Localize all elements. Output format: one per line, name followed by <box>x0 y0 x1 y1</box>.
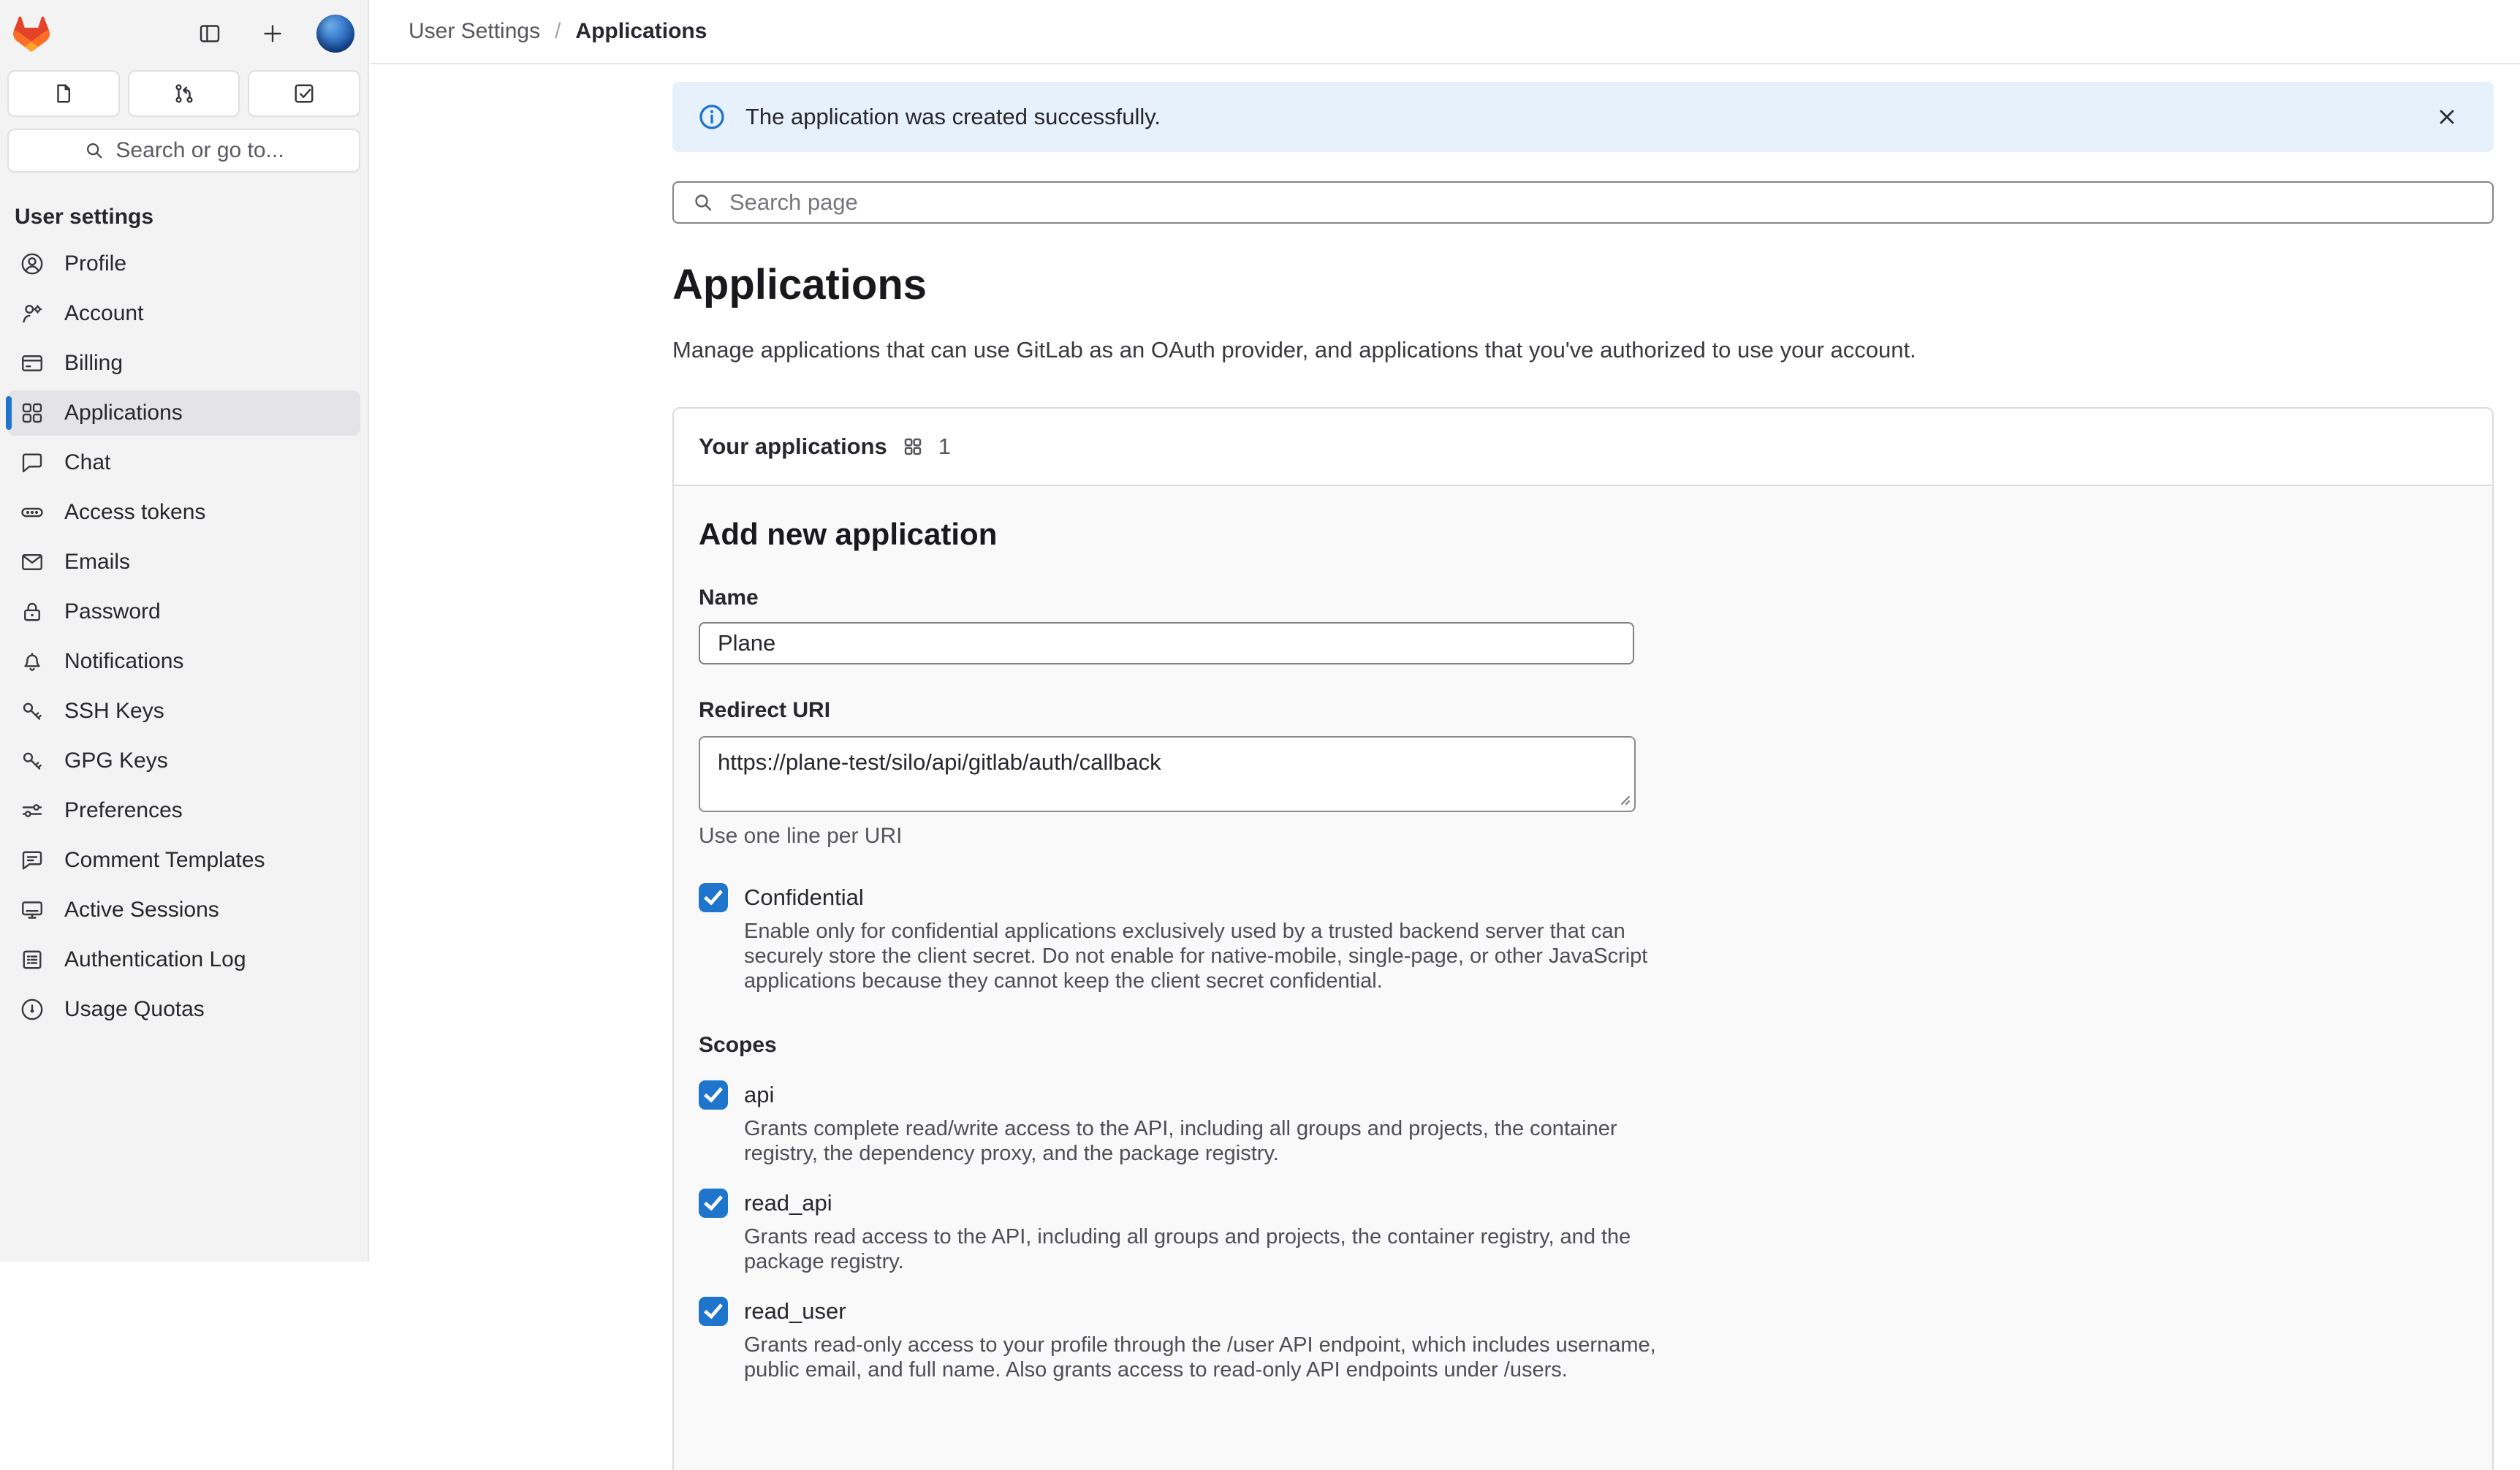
page-search-icon <box>691 191 715 214</box>
bell-icon <box>19 648 45 675</box>
sidebar-item-label: Applications <box>64 401 183 425</box>
confidential-description: Enable only for confidential applications exclusively used by a trusted backend server that can securely store the client secret. Do not enable for native-mobile, single-page, or other JavaScript applications because they cannot keep the client secret confidential. <box>744 920 1648 993</box>
breadcrumb-parent-link[interactable]: User Settings <box>409 19 541 43</box>
issues-shortcut-button[interactable] <box>7 70 120 117</box>
scope-read-user-row <box>699 1296 2467 1382</box>
sidebar-item-gpg-keys[interactable] <box>7 738 360 784</box>
page-search-input[interactable] <box>672 181 2494 224</box>
sidebar-item-label: Preferences <box>64 798 183 822</box>
todo-shortcut-button[interactable] <box>248 70 360 117</box>
scope-read-user-label[interactable]: read_user <box>744 1298 846 1324</box>
key-icon <box>19 698 45 724</box>
sidebar-item-label: Emails <box>64 550 131 574</box>
sidebar-item-label: Authentication Log <box>64 947 246 971</box>
sidebar-item-label: Profile <box>64 251 127 276</box>
monitor-icon <box>19 897 45 923</box>
sidebar-item-comment-templates[interactable] <box>7 838 360 883</box>
token-icon <box>19 499 45 526</box>
sidebar-section-title: User settings <box>15 205 154 229</box>
sidebar-item-label: Comment Templates <box>64 848 265 872</box>
merge-requests-shortcut-button[interactable] <box>128 70 240 117</box>
sidebar-item-emails[interactable] <box>7 539 360 585</box>
confidential-checkbox[interactable] <box>699 883 728 912</box>
name-label: Name <box>699 586 759 610</box>
scope-api-label[interactable]: api <box>744 1082 775 1107</box>
info-icon <box>697 102 726 132</box>
alert-close-button[interactable] <box>2435 105 2459 129</box>
sliders-icon <box>19 797 45 824</box>
breadcrumb-current: Applications <box>575 19 707 43</box>
comment-icon <box>19 847 45 874</box>
sidebar-item-preferences[interactable] <box>7 788 360 833</box>
sidebar-item-label: GPG Keys <box>64 749 168 773</box>
sidebar-toggle-button[interactable] <box>197 20 223 47</box>
scopes-label: Scopes <box>699 1033 777 1057</box>
gauge-icon <box>19 996 45 1023</box>
sidebar-item-label: Usage Quotas <box>64 997 205 1021</box>
sidebar-item-active-sessions[interactable] <box>7 887 360 933</box>
applications-card <box>672 407 2494 1470</box>
confidential-label[interactable]: Confidential <box>744 884 864 910</box>
sidebar-item-label: Notifications <box>64 649 184 673</box>
name-input[interactable] <box>699 622 1634 664</box>
page-description: Manage applications that can use GitLab as an OAuth provider, and applications that you've authorized to use your account. <box>672 337 1916 363</box>
issues-icon <box>50 80 77 107</box>
super-sidebar <box>0 0 369 1262</box>
sidebar-item-label: Active Sessions <box>64 898 219 922</box>
sidebar-item-chat[interactable] <box>7 440 360 485</box>
sidebar-item-label: Access tokens <box>64 500 206 524</box>
scope-read-user-description: Grants read-only access to your profile through the /user API endpoint, which includes username, public email, and full name. Also grants access to read-only API endpoints under /users. <box>744 1333 1656 1382</box>
user-settings-menu <box>7 241 360 1032</box>
sidebar-item-label: Billing <box>64 351 124 375</box>
sidebar-header <box>7 0 360 67</box>
applications-icon <box>19 400 45 426</box>
sidebar-item-authentication-log[interactable] <box>7 937 360 982</box>
alert-message: The application was created successfully. <box>745 104 1161 129</box>
sidebar-item-label: SSH Keys <box>64 699 164 723</box>
page-title: Applications <box>672 261 927 308</box>
redirect-uri-label: Redirect URI <box>699 698 831 722</box>
scope-read-api-label[interactable]: read_api <box>744 1190 832 1216</box>
scope-api-description: Grants complete read/write access to the API, including all groups and projects, the container registry, the dependency proxy, and the package registry. <box>744 1117 1617 1165</box>
sidebar-item-label: Password <box>64 599 161 624</box>
sidebar-item-account[interactable] <box>7 291 360 336</box>
todo-check-icon <box>291 80 317 107</box>
chat-icon <box>19 450 45 476</box>
sidebar-item-profile[interactable] <box>7 241 360 287</box>
sidebar-item-label: Account <box>64 301 144 325</box>
create-new-button[interactable] <box>259 20 286 47</box>
merge-request-icon <box>171 80 197 107</box>
breadcrumb-separator: / <box>555 19 561 43</box>
sidebar-item-label: Chat <box>64 450 111 474</box>
global-search-placeholder: Search or go to... <box>115 138 284 162</box>
sidebar-item-notifications[interactable] <box>7 639 360 684</box>
applications-count: 1 <box>938 433 952 459</box>
sidebar-item-password[interactable] <box>7 589 360 634</box>
applications-card-header <box>674 409 2492 486</box>
confidential-row <box>699 882 2467 993</box>
close-icon <box>2435 105 2459 129</box>
applications-count-icon <box>902 436 924 458</box>
billing-icon <box>19 350 45 376</box>
sidebar-shortcuts <box>7 70 360 117</box>
main-content <box>371 66 2520 1382</box>
form-heading: Add new application <box>699 517 998 551</box>
scope-read-api-row <box>699 1188 2467 1274</box>
gitlab-logo-icon[interactable] <box>13 16 50 51</box>
profile-icon <box>19 251 45 277</box>
sidebar-item-ssh-keys[interactable] <box>7 689 360 734</box>
scope-read-user-checkbox[interactable] <box>699 1297 728 1326</box>
user-avatar[interactable] <box>316 15 354 53</box>
sidebar-item-applications[interactable] <box>7 390 360 436</box>
add-application-form <box>674 486 2492 1470</box>
search-icon <box>83 140 105 162</box>
resize-handle-icon[interactable] <box>1614 789 1631 806</box>
breadcrumb-bar <box>371 0 2520 64</box>
log-icon <box>19 947 45 973</box>
scope-read-api-description: Grants read access to the API, including all groups and projects, the container registry, and the package registry. <box>744 1225 1631 1273</box>
card-title: Your applications <box>699 433 887 459</box>
email-icon <box>19 549 45 575</box>
scope-api-row <box>699 1080 2467 1166</box>
account-icon <box>19 300 45 327</box>
plus-icon <box>259 20 286 47</box>
sidebar-item-usage-quotas[interactable] <box>7 987 360 1032</box>
scope-read-api-checkbox[interactable] <box>699 1189 728 1218</box>
lock-icon <box>19 599 45 625</box>
key-icon <box>19 748 45 774</box>
scope-api-checkbox[interactable] <box>699 1080 728 1110</box>
sidebar-item-access-tokens[interactable] <box>7 490 360 535</box>
redirect-uri-help: Use one line per URI <box>699 824 903 848</box>
global-search-box[interactable] <box>7 129 360 173</box>
redirect-uri-textarea[interactable] <box>699 736 1636 812</box>
success-alert <box>672 82 2494 152</box>
sidebar-item-billing[interactable] <box>7 341 360 386</box>
sidebar-panel-icon <box>197 20 223 47</box>
